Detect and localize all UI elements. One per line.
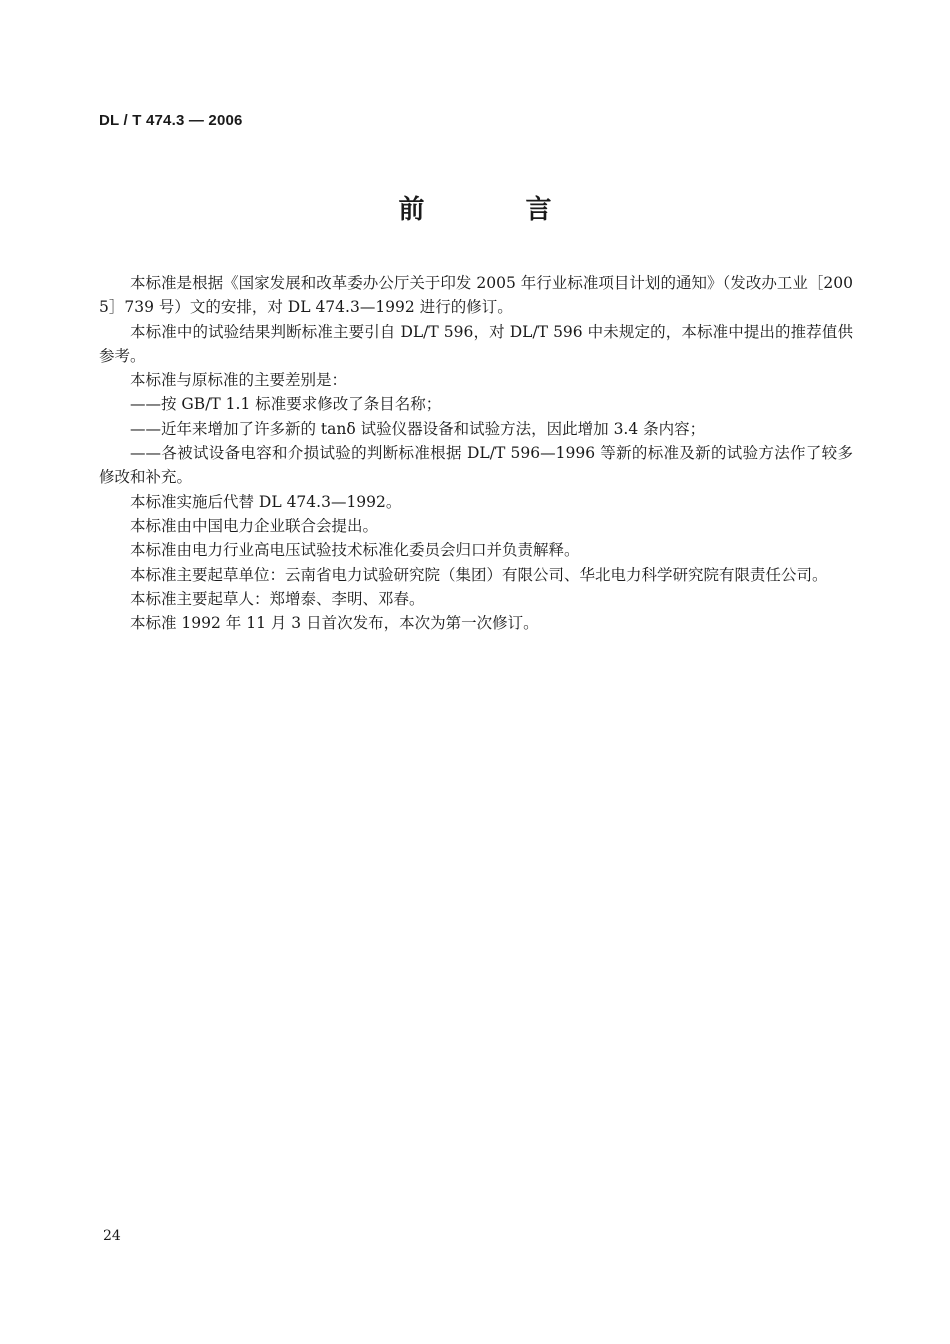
paragraph-difference-item-3: ——各被试设备电容和介损试验的判断标准根据 DL/T 596—1996 等新的标准及新的试验方法作了较多修改和补充。	[99, 444, 853, 487]
standard-code: DL / T 474.3 — 2006	[99, 112, 243, 129]
paragraph-proposed-by: 本标准由中国电力企业联合会提出。	[130, 516, 379, 535]
paragraph-drafters: 本标准主要起草人：郑增泰、李明、邓春。	[130, 589, 425, 608]
paragraph-replaces: 本标准实施后代替 DL 474.3—1992。	[130, 492, 402, 511]
preface-body	[99, 271, 853, 635]
page-title: 前 言	[398, 195, 598, 225]
paragraph-difference-item-2: ——近年来增加了许多新的 tanδ 试验仪器设备和试验方法，因此增加 3.4 条内容；	[130, 419, 706, 438]
paragraph-drafting-units: 本标准主要起草单位：云南省电力试验研究院（集团）有限公司、华北电力科学研究院有限责任公司。	[130, 565, 828, 584]
paragraph-criteria-source: 本标准中的试验结果判断标准主要引自 DL/T 596，对 DL/T 596 中未规定的，本标准中提出的推荐值供参考。	[99, 322, 853, 365]
paragraph-basis: 本标准是根据《国家发展和改革委办公厅关于印发 2005 年行业标准项目计划的通知》（发改办工业［2005］739 号）文的安排，对 DL 474.3—1992 进行的修订。	[99, 274, 853, 317]
paragraph-differences-intro: 本标准与原标准的主要差别是：	[130, 371, 348, 390]
paragraph-difference-item-1: ——按 GB/T 1.1 标准要求修改了条目名称；	[130, 395, 442, 414]
page-number: 24	[103, 1228, 121, 1244]
paragraph-responsible: 本标准由电力行业高电压试验技术标准化委员会归口并负责解释。	[130, 541, 580, 560]
paragraph-history: 本标准 1992 年 11 月 3 日首次发布，本次为第一次修订。	[130, 614, 539, 633]
